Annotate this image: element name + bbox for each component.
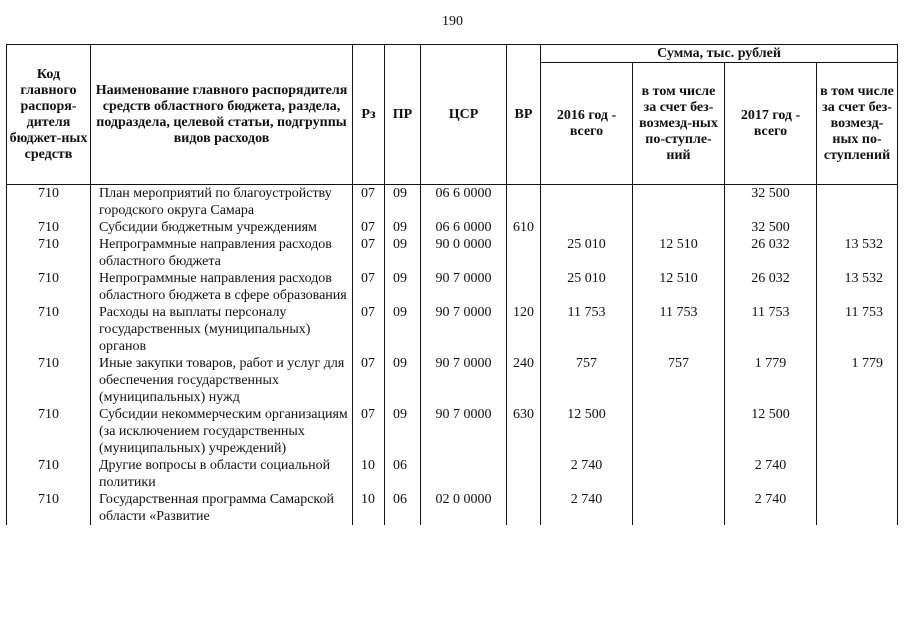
cell-2016-free: 11 753 (633, 304, 725, 355)
cell-vr (507, 185, 541, 220)
table-row (7, 406, 898, 457)
cell-2017-total: 2 740 (725, 457, 817, 491)
table-row (7, 457, 898, 491)
cell-2016-total: 12 500 (541, 406, 633, 457)
cell-2016-free (633, 491, 725, 525)
header-pr: ПР (385, 45, 421, 185)
cell-2017-free: 1 779 (817, 355, 898, 406)
cell-rz: 07 (353, 406, 385, 457)
cell-2016-total: 2 740 (541, 491, 633, 525)
table-row (7, 491, 898, 525)
header-2016-total: 2016 год - всего (541, 63, 633, 185)
cell-csr: 06 6 0000 (421, 219, 507, 236)
header-code: Код главного распоря-дителя бюджет-ных средств (7, 45, 91, 185)
cell-2016-total: 25 010 (541, 236, 633, 270)
cell-2017-total: 1 779 (725, 355, 817, 406)
cell-2016-total: 11 753 (541, 304, 633, 355)
table-row (7, 304, 898, 355)
cell-2017-free (817, 219, 898, 236)
cell-name: План мероприятий по благоустройству городского округа Самара (91, 185, 353, 220)
page-number: 190 (442, 14, 463, 29)
cell-2017-free (817, 185, 898, 220)
table-row (7, 219, 898, 236)
cell-rz: 07 (353, 270, 385, 304)
cell-name: Государственная программа Самарской области «Развитие (91, 491, 353, 525)
cell-2016-free (633, 185, 725, 220)
cell-pr: 09 (385, 406, 421, 457)
cell-vr: 240 (507, 355, 541, 406)
cell-rz: 07 (353, 219, 385, 236)
cell-2016-free (633, 406, 725, 457)
cell-rz: 07 (353, 236, 385, 270)
cell-code: 710 (7, 491, 91, 525)
cell-pr: 09 (385, 304, 421, 355)
cell-rz: 07 (353, 185, 385, 220)
cell-2016-total: 2 740 (541, 457, 633, 491)
cell-csr: 90 7 0000 (421, 270, 507, 304)
cell-2016-free (633, 219, 725, 236)
table-row (7, 355, 898, 406)
cell-2016-free: 12 510 (633, 236, 725, 270)
cell-vr: 630 (507, 406, 541, 457)
cell-code: 710 (7, 355, 91, 406)
cell-csr: 90 7 0000 (421, 406, 507, 457)
cell-pr: 06 (385, 457, 421, 491)
cell-vr: 120 (507, 304, 541, 355)
cell-2016-total (541, 219, 633, 236)
header-rz: Рз (353, 45, 385, 185)
header-2017-total: 2017 год - всего (725, 63, 817, 185)
cell-name: Непрограммные направления расходов областного бюджета в сфере образования (91, 270, 353, 304)
cell-code: 710 (7, 270, 91, 304)
cell-name: Субсидии бюджетным учреждениям (91, 219, 353, 236)
cell-name: Расходы на выплаты персоналу государственных (муниципальных) органов (91, 304, 353, 355)
cell-rz: 10 (353, 491, 385, 525)
cell-2017-free: 11 753 (817, 304, 898, 355)
cell-2017-total: 11 753 (725, 304, 817, 355)
cell-2017-total: 2 740 (725, 491, 817, 525)
cell-vr (507, 457, 541, 491)
cell-2017-free: 13 532 (817, 236, 898, 270)
cell-vr (507, 491, 541, 525)
cell-pr: 09 (385, 355, 421, 406)
cell-code: 710 (7, 219, 91, 236)
header-name: Наименование главного распорядителя средств областного бюджета, раздела, подраздела, целевой статьи, подгруппы видов расходов (91, 45, 353, 185)
cell-code: 710 (7, 457, 91, 491)
cell-2017-total: 12 500 (725, 406, 817, 457)
header-sum-group: Сумма, тыс. рублей (541, 45, 898, 63)
cell-code: 710 (7, 304, 91, 355)
cell-name: Другие вопросы в области социальной политики (91, 457, 353, 491)
header-2016-free: в том числе за счет без-возмезд-ных по-ступле-ний (633, 63, 725, 185)
header-2017-free: в том числе за счет без-возмезд-ных по-ступлений (817, 63, 898, 185)
cell-vr (507, 270, 541, 304)
cell-csr (421, 457, 507, 491)
cell-2016-total (541, 185, 633, 220)
table-row (7, 185, 898, 220)
cell-rz: 10 (353, 457, 385, 491)
cell-vr (507, 236, 541, 270)
cell-pr: 09 (385, 270, 421, 304)
cell-code: 710 (7, 236, 91, 270)
cell-csr: 90 7 0000 (421, 304, 507, 355)
cell-2017-free (817, 406, 898, 457)
cell-2016-total: 757 (541, 355, 633, 406)
cell-2017-free (817, 457, 898, 491)
cell-2016-free: 12 510 (633, 270, 725, 304)
cell-pr: 09 (385, 236, 421, 270)
cell-pr: 06 (385, 491, 421, 525)
cell-2017-total: 26 032 (725, 236, 817, 270)
cell-2017-free (817, 491, 898, 525)
cell-code: 710 (7, 185, 91, 220)
cell-rz: 07 (353, 304, 385, 355)
budget-table-body (7, 185, 898, 526)
cell-name: Непрограммные направления расходов областного бюджета (91, 236, 353, 270)
cell-2017-total: 26 032 (725, 270, 817, 304)
cell-rz: 07 (353, 355, 385, 406)
cell-csr: 06 6 0000 (421, 185, 507, 220)
cell-2016-free: 757 (633, 355, 725, 406)
table-row (7, 270, 898, 304)
cell-pr: 09 (385, 219, 421, 236)
cell-name: Иные закупки товаров, работ и услуг для обеспечения государственных (муниципальных) нужд (91, 355, 353, 406)
cell-2016-total: 25 010 (541, 270, 633, 304)
cell-2017-total: 32 500 (725, 185, 817, 220)
cell-code: 710 (7, 406, 91, 457)
cell-name: Субсидии некоммерческим организациям (за исключением государственных (муниципальных) учреждений) (91, 406, 353, 457)
cell-csr: 90 0 0000 (421, 236, 507, 270)
cell-vr: 610 (507, 219, 541, 236)
cell-pr: 09 (385, 185, 421, 220)
cell-2017-free: 13 532 (817, 270, 898, 304)
cell-2016-free (633, 457, 725, 491)
cell-csr: 90 7 0000 (421, 355, 507, 406)
table-row (7, 236, 898, 270)
header-csr: ЦСР (421, 45, 507, 185)
header-vr: ВР (507, 45, 541, 185)
cell-2017-total: 32 500 (725, 219, 817, 236)
cell-csr: 02 0 0000 (421, 491, 507, 525)
budget-table (6, 44, 898, 525)
